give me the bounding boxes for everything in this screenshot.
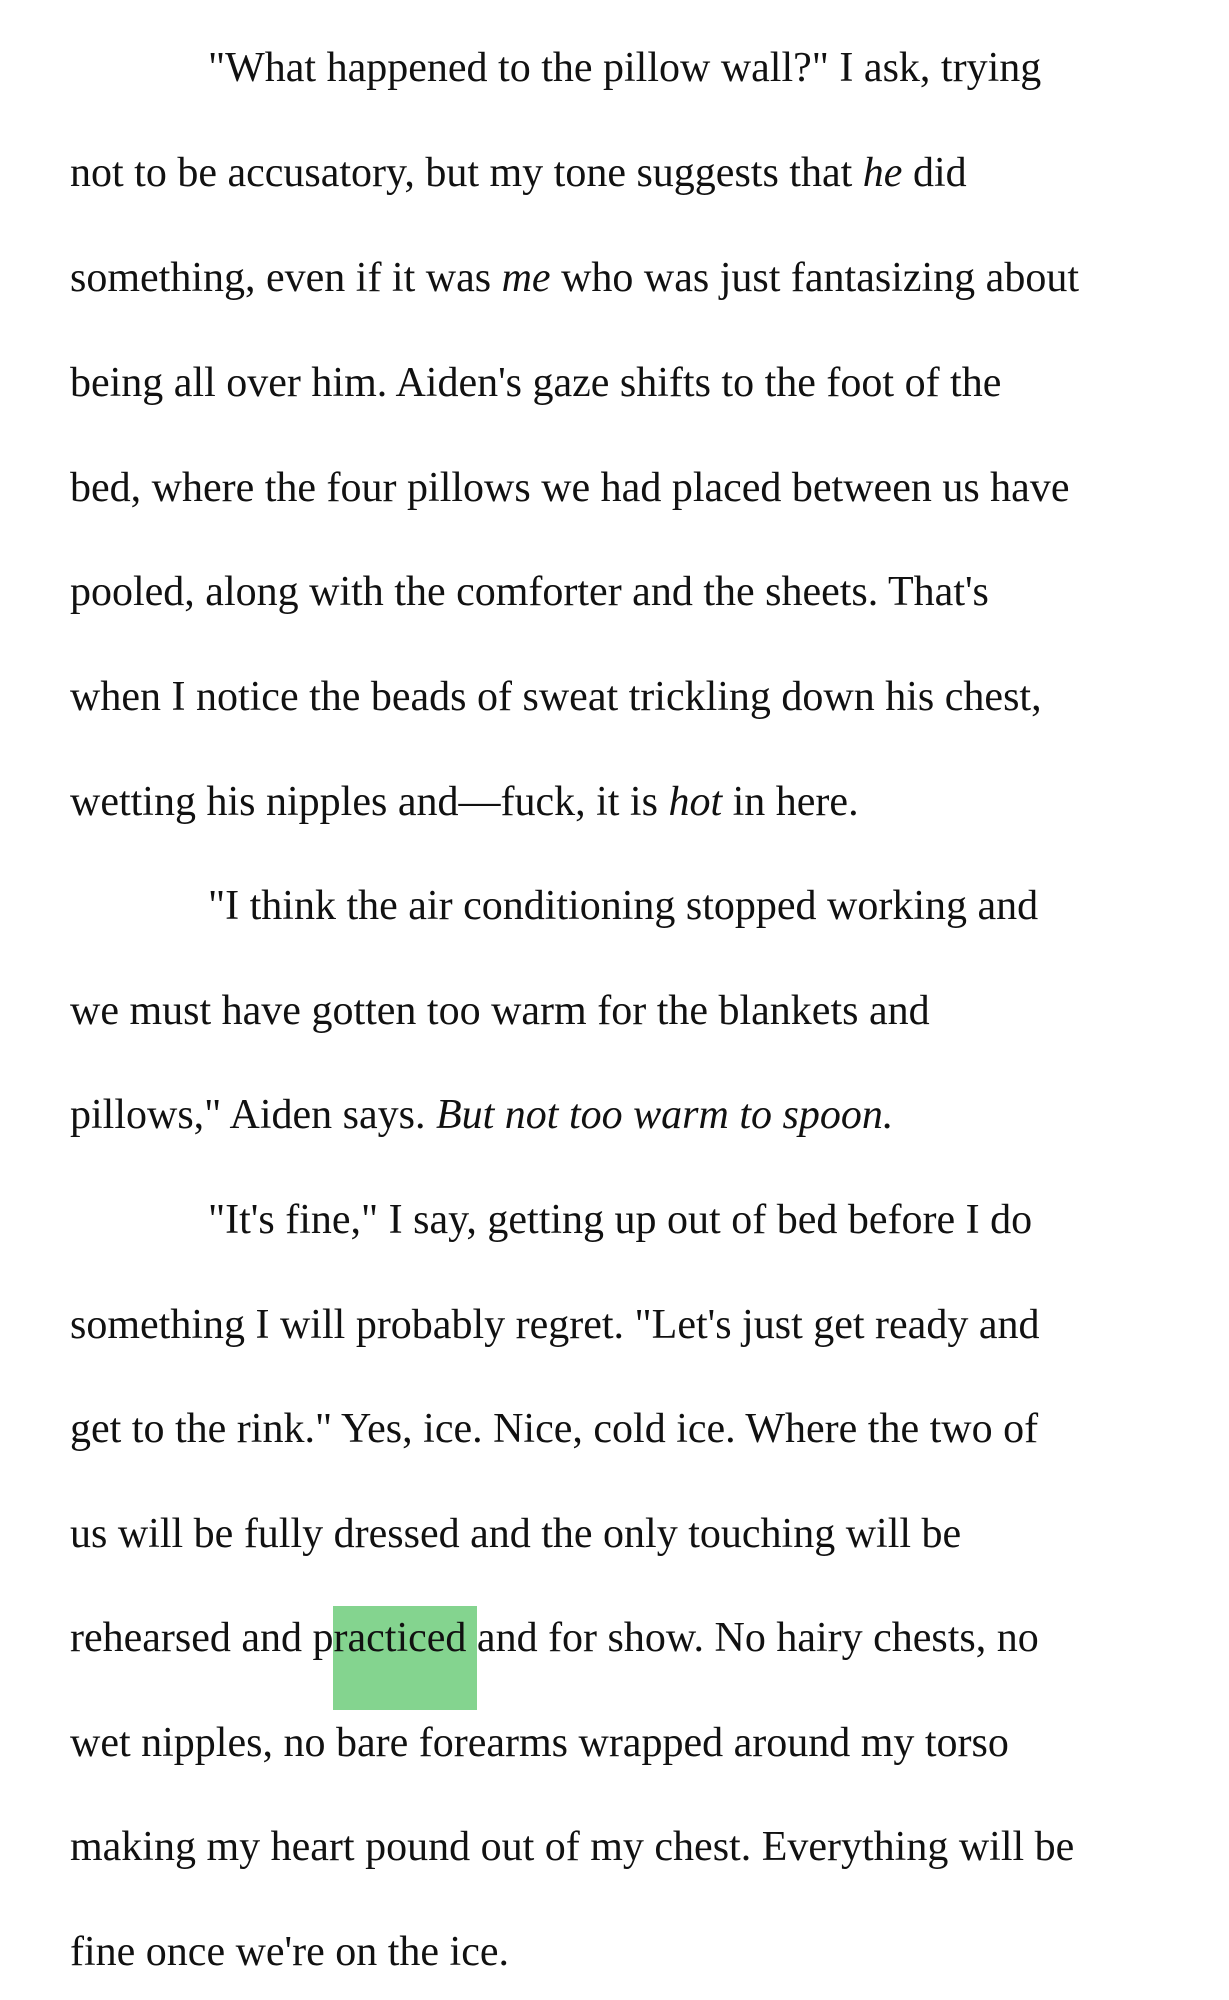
text-line bbox=[70, 1506, 961, 1562]
text-line bbox=[70, 460, 1069, 516]
text-run: "What happened to the pillow wall?" I ask, trying bbox=[208, 45, 1042, 91]
text-run: "I think the air conditioning stopped working and bbox=[208, 883, 1039, 929]
text-run: rehearsed and bbox=[70, 1615, 313, 1661]
text-line bbox=[70, 1819, 1074, 1875]
text-run: pooled, along with the comforter and the sheets. That's bbox=[70, 569, 989, 615]
text-line bbox=[70, 669, 1042, 725]
text-run: us will be fully dressed and the only touching will be bbox=[70, 1511, 962, 1557]
italic-text-run: me bbox=[501, 255, 551, 301]
text-line bbox=[70, 1610, 1039, 1666]
text-line bbox=[70, 355, 1001, 411]
text-line bbox=[70, 1924, 509, 1980]
text-run: "It's fine," I say, getting up out of bed before I do bbox=[208, 1197, 1033, 1243]
text-run: did bbox=[902, 150, 967, 196]
text-run: making my heart pound out of my chest. Everything will be bbox=[70, 1824, 1075, 1870]
text-run: something I will probably regret. "Let's just get ready and bbox=[70, 1302, 1040, 1348]
text-line bbox=[208, 40, 1041, 96]
text-line bbox=[208, 878, 1038, 934]
highlighted-word[interactable]: practice bbox=[312, 1615, 446, 1661]
text-run: in here. bbox=[722, 779, 859, 825]
italic-text-run: hot bbox=[668, 779, 723, 825]
text-run: wet nipples, no bare forearms wrapped around my torso bbox=[70, 1720, 1009, 1766]
text-line bbox=[70, 1087, 893, 1143]
text-line bbox=[70, 774, 859, 830]
text-run: bed, where the four pillows we had placed between us have bbox=[70, 465, 1070, 511]
text-line bbox=[70, 1297, 1039, 1353]
text-line bbox=[70, 564, 989, 620]
italic-text-run: But not too warm to spoon. bbox=[435, 1092, 894, 1138]
text-line bbox=[70, 983, 930, 1039]
text-run: fine once we're on the ice. bbox=[70, 1929, 510, 1975]
text-line bbox=[70, 250, 1079, 306]
text-line bbox=[70, 1715, 1009, 1771]
text-run: pillows," Aiden says. bbox=[70, 1092, 436, 1138]
text-run: being all over him. Aiden's gaze shifts to the foot of the bbox=[70, 360, 1002, 406]
text-run: who was just fantasizing about bbox=[550, 255, 1079, 301]
italic-text-run: he bbox=[862, 150, 903, 196]
text-run: we must have gotten too warm for the blankets and bbox=[70, 988, 930, 1034]
text-run: wetting his nipples and—fuck, it is bbox=[70, 779, 669, 825]
text-run: get to the rink." Yes, ice. Nice, cold ice. Where the two of bbox=[70, 1406, 1039, 1452]
text-run: something, even if it was bbox=[70, 255, 502, 301]
text-run: when I notice the beads of sweat trickling down his chest, bbox=[70, 674, 1042, 720]
text-run: not to be accusatory, but my tone suggests that bbox=[70, 150, 863, 196]
text-run: d and for show. No hairy chests, no bbox=[445, 1615, 1039, 1661]
text-line bbox=[208, 1192, 1032, 1248]
text-line bbox=[70, 145, 967, 201]
text-line bbox=[70, 1401, 1038, 1457]
